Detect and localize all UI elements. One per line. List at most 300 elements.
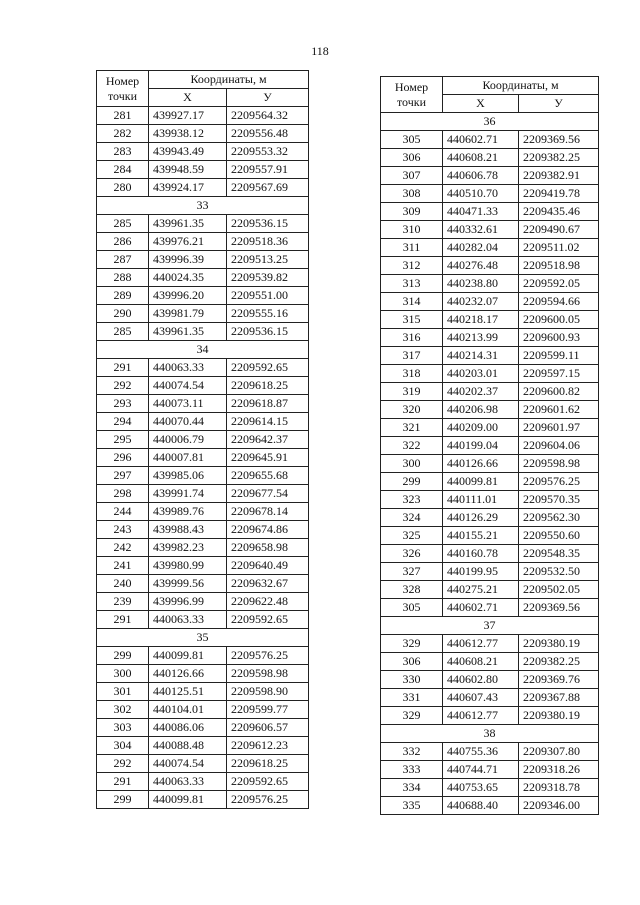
table-row	[381, 437, 599, 455]
x-cell: 439989.76	[149, 503, 227, 521]
table-row	[381, 401, 599, 419]
point-number-cell: 292	[97, 755, 149, 773]
x-cell: 440607.43	[443, 689, 519, 707]
table-row	[381, 635, 599, 653]
y-cell: 2209599.77	[227, 701, 309, 719]
table-row	[381, 329, 599, 347]
x-cell: 440238.80	[443, 275, 519, 293]
y-cell: 2209576.25	[227, 647, 309, 665]
y-cell: 2209597.15	[519, 365, 599, 383]
y-cell: 2209532.50	[519, 563, 599, 581]
point-number-cell: 317	[381, 347, 443, 365]
x-cell: 440214.31	[443, 347, 519, 365]
y-cell: 2209367.88	[519, 689, 599, 707]
y-cell: 2209612.23	[227, 737, 309, 755]
table-row	[97, 125, 309, 143]
table-row	[97, 791, 309, 809]
table-row	[381, 185, 599, 203]
table-row	[381, 293, 599, 311]
point-number-cell: 299	[97, 791, 149, 809]
point-number-cell: 244	[97, 503, 149, 521]
x-cell: 440275.21	[443, 581, 519, 599]
point-number-cell: 299	[381, 473, 443, 491]
y-cell: 2209513.25	[227, 251, 309, 269]
x-cell: 439924.17	[149, 179, 227, 197]
point-number-cell: 308	[381, 185, 443, 203]
x-cell: 439996.20	[149, 287, 227, 305]
table-row	[97, 503, 309, 521]
point-number-cell: 309	[381, 203, 443, 221]
table-row	[97, 449, 309, 467]
y-cell: 2209536.15	[227, 323, 309, 341]
y-cell: 2209642.37	[227, 431, 309, 449]
x-cell: 440126.66	[443, 455, 519, 473]
point-number-cell: 322	[381, 437, 443, 455]
point-number-cell: 319	[381, 383, 443, 401]
y-cell: 2209518.36	[227, 233, 309, 251]
point-number-cell: 305	[381, 131, 443, 149]
table-row	[97, 395, 309, 413]
x-cell: 440753.65	[443, 779, 519, 797]
y-cell: 2209346.00	[519, 797, 599, 815]
y-cell: 2209592.65	[227, 611, 309, 629]
x-cell: 440203.01	[443, 365, 519, 383]
table-row	[97, 413, 309, 431]
y-cell: 2209645.91	[227, 449, 309, 467]
table-row	[381, 131, 599, 149]
page-number: 118	[311, 44, 329, 58]
table-row	[97, 215, 309, 233]
point-number-cell: 313	[381, 275, 443, 293]
point-number-cell: 318	[381, 365, 443, 383]
y-cell: 2209618.25	[227, 755, 309, 773]
point-number-cell: 333	[381, 761, 443, 779]
table-row	[97, 287, 309, 305]
point-number-cell: 292	[97, 377, 149, 395]
x-cell: 440099.81	[149, 791, 227, 809]
x-cell: 440063.33	[149, 611, 227, 629]
x-header: X	[443, 95, 519, 113]
x-cell: 440612.77	[443, 707, 519, 725]
point-number-cell: 300	[381, 455, 443, 473]
x-cell: 439985.06	[149, 467, 227, 485]
x-cell: 440074.54	[149, 377, 227, 395]
x-cell: 440070.44	[149, 413, 227, 431]
point-number-cell: 281	[97, 107, 149, 125]
y-cell: 2209318.26	[519, 761, 599, 779]
group-row	[97, 629, 309, 647]
y-cell: 2209678.14	[227, 503, 309, 521]
y-cell: 2209622.48	[227, 593, 309, 611]
table-row	[381, 779, 599, 797]
point-number-cell: 302	[97, 701, 149, 719]
x-cell: 440199.95	[443, 563, 519, 581]
point-number-cell: 312	[381, 257, 443, 275]
x-cell: 439999.56	[149, 575, 227, 593]
y-cell: 2209562.30	[519, 509, 599, 527]
point-number-cell: 242	[97, 539, 149, 557]
table-row	[381, 473, 599, 491]
table-row	[97, 107, 309, 125]
y-cell: 2209598.90	[227, 683, 309, 701]
y-cell: 2209419.78	[519, 185, 599, 203]
y-cell: 2209567.69	[227, 179, 309, 197]
y-cell: 2209640.49	[227, 557, 309, 575]
group-row	[97, 197, 309, 215]
table-row	[97, 161, 309, 179]
table-row	[381, 743, 599, 761]
point-number-cell: 298	[97, 485, 149, 503]
point-number-cell: 297	[97, 467, 149, 485]
y-cell: 2209551.00	[227, 287, 309, 305]
table-row	[97, 359, 309, 377]
table-row	[97, 233, 309, 251]
x-cell: 439996.39	[149, 251, 227, 269]
table-row	[381, 383, 599, 401]
y-cell: 2209555.16	[227, 305, 309, 323]
x-cell: 440199.04	[443, 437, 519, 455]
x-cell: 440063.33	[149, 773, 227, 791]
group-row	[381, 617, 599, 635]
point-number-cell: 335	[381, 797, 443, 815]
y-cell: 2209658.98	[227, 539, 309, 557]
x-cell: 440213.99	[443, 329, 519, 347]
x-cell: 440602.71	[443, 131, 519, 149]
x-cell: 439938.12	[149, 125, 227, 143]
point-number-cell: 325	[381, 527, 443, 545]
x-cell: 439982.23	[149, 539, 227, 557]
table-row	[381, 761, 599, 779]
y-cell: 2209435.46	[519, 203, 599, 221]
x-cell: 440282.04	[443, 239, 519, 257]
x-cell: 440510.70	[443, 185, 519, 203]
point-number-cell: 289	[97, 287, 149, 305]
y-cell: 2209382.91	[519, 167, 599, 185]
table-row	[381, 797, 599, 815]
x-cell: 439988.43	[149, 521, 227, 539]
x-cell: 439991.74	[149, 485, 227, 503]
y-cell: 2209570.35	[519, 491, 599, 509]
table-row	[381, 545, 599, 563]
x-cell: 440099.81	[149, 647, 227, 665]
x-cell: 439948.59	[149, 161, 227, 179]
x-header: X	[149, 89, 227, 107]
table-row	[97, 719, 309, 737]
x-cell: 440209.00	[443, 419, 519, 437]
point-number-cell: 323	[381, 491, 443, 509]
y-cell: 2209604.06	[519, 437, 599, 455]
y-cell: 2209618.25	[227, 377, 309, 395]
y-cell: 2209614.15	[227, 413, 309, 431]
table-row	[381, 491, 599, 509]
point-number-cell: 284	[97, 161, 149, 179]
point-number-cell: 294	[97, 413, 149, 431]
y-cell: 2209592.05	[519, 275, 599, 293]
x-cell: 439981.79	[149, 305, 227, 323]
x-cell: 440202.37	[443, 383, 519, 401]
table-row	[381, 671, 599, 689]
coordinates-header: Координаты, м	[149, 71, 309, 89]
y-cell: 2209382.25	[519, 653, 599, 671]
table-row	[97, 557, 309, 575]
x-cell: 440744.71	[443, 761, 519, 779]
group-row	[381, 113, 599, 131]
y-cell: 2209601.97	[519, 419, 599, 437]
x-cell: 439980.99	[149, 557, 227, 575]
x-cell: 440602.71	[443, 599, 519, 617]
table-row	[381, 149, 599, 167]
point-number-cell: 291	[97, 611, 149, 629]
y-cell: 2209601.62	[519, 401, 599, 419]
y-cell: 2209598.98	[519, 455, 599, 473]
group-number: 35	[97, 629, 309, 647]
point-number-cell: 303	[97, 719, 149, 737]
y-cell: 2209564.32	[227, 107, 309, 125]
y-cell: 2209618.87	[227, 395, 309, 413]
point-number-cell: 285	[97, 323, 149, 341]
table-row	[381, 419, 599, 437]
x-cell: 440073.11	[149, 395, 227, 413]
y-cell: 2209556.48	[227, 125, 309, 143]
point-number-cell: 328	[381, 581, 443, 599]
table-row	[381, 653, 599, 671]
y-cell: 2209677.54	[227, 485, 309, 503]
table-row	[97, 665, 309, 683]
y-cell: 2209600.82	[519, 383, 599, 401]
point-number-cell: 324	[381, 509, 443, 527]
table-row	[97, 521, 309, 539]
y-cell: 2209380.19	[519, 635, 599, 653]
x-cell: 440126.29	[443, 509, 519, 527]
point-number-cell: 291	[97, 359, 149, 377]
x-cell: 439961.35	[149, 323, 227, 341]
y-cell: 2209632.67	[227, 575, 309, 593]
point-number-cell: 301	[97, 683, 149, 701]
y-cell: 2209557.91	[227, 161, 309, 179]
table-row	[381, 455, 599, 473]
table-row	[381, 257, 599, 275]
x-cell: 440088.48	[149, 737, 227, 755]
point-number-cell: 240	[97, 575, 149, 593]
y-cell: 2209369.56	[519, 131, 599, 149]
y-cell: 2209369.76	[519, 671, 599, 689]
group-row	[381, 725, 599, 743]
point-number-cell: 310	[381, 221, 443, 239]
point-number-header: Номер точки	[97, 71, 149, 107]
point-number-cell: 314	[381, 293, 443, 311]
table-row	[97, 305, 309, 323]
point-number-cell: 288	[97, 269, 149, 287]
table-row	[97, 683, 309, 701]
point-number-cell: 280	[97, 179, 149, 197]
table-row	[381, 563, 599, 581]
table-row	[97, 575, 309, 593]
y-cell: 2209674.86	[227, 521, 309, 539]
coordinates-header: Координаты, м	[443, 77, 599, 95]
group-number: 37	[381, 617, 599, 635]
table-row	[381, 365, 599, 383]
y-cell: 2209576.25	[227, 791, 309, 809]
x-cell: 440111.01	[443, 491, 519, 509]
point-number-cell: 329	[381, 707, 443, 725]
y-cell: 2209550.60	[519, 527, 599, 545]
table-row	[97, 323, 309, 341]
point-number-cell: 330	[381, 671, 443, 689]
table-row	[97, 647, 309, 665]
y-cell: 2209382.25	[519, 149, 599, 167]
y-cell: 2209553.32	[227, 143, 309, 161]
y-cell: 2209598.98	[227, 665, 309, 683]
group-number: 34	[97, 341, 309, 359]
point-number-header: Номер точки	[381, 77, 443, 113]
point-number-cell: 296	[97, 449, 149, 467]
point-number-cell: 329	[381, 635, 443, 653]
x-cell: 440608.21	[443, 653, 519, 671]
group-number: 36	[381, 113, 599, 131]
y-cell: 2209307.80	[519, 743, 599, 761]
point-number-cell: 315	[381, 311, 443, 329]
y-cell: 2209576.25	[519, 473, 599, 491]
table-row	[381, 581, 599, 599]
x-cell: 440602.80	[443, 671, 519, 689]
x-cell: 440125.51	[149, 683, 227, 701]
x-cell: 440606.78	[443, 167, 519, 185]
table-row	[381, 275, 599, 293]
y-header: У	[227, 89, 309, 107]
point-number-cell: 306	[381, 149, 443, 167]
table-row	[97, 251, 309, 269]
x-cell: 440074.54	[149, 755, 227, 773]
table-row	[97, 431, 309, 449]
y-cell: 2209369.56	[519, 599, 599, 617]
table-row	[97, 539, 309, 557]
group-number: 38	[381, 725, 599, 743]
x-cell: 440104.01	[149, 701, 227, 719]
y-cell: 2209592.65	[227, 773, 309, 791]
point-number-cell: 243	[97, 521, 149, 539]
point-number-cell: 306	[381, 653, 443, 671]
point-number-cell: 293	[97, 395, 149, 413]
y-cell: 2209606.57	[227, 719, 309, 737]
x-cell: 440099.81	[443, 473, 519, 491]
table-row	[381, 239, 599, 257]
table-row	[97, 143, 309, 161]
point-number-cell: 334	[381, 779, 443, 797]
table-row	[97, 467, 309, 485]
x-cell: 440155.21	[443, 527, 519, 545]
table-row	[381, 707, 599, 725]
y-cell: 2209600.93	[519, 329, 599, 347]
y-cell: 2209502.05	[519, 581, 599, 599]
point-number-cell: 295	[97, 431, 149, 449]
table-row	[97, 593, 309, 611]
point-number-cell: 305	[381, 599, 443, 617]
y-cell: 2209536.15	[227, 215, 309, 233]
point-number-cell: 321	[381, 419, 443, 437]
point-number-cell: 320	[381, 401, 443, 419]
x-cell: 440608.21	[443, 149, 519, 167]
y-header: У	[519, 95, 599, 113]
point-number-cell: 316	[381, 329, 443, 347]
x-cell: 440688.40	[443, 797, 519, 815]
point-number-cell: 304	[97, 737, 149, 755]
group-row	[97, 341, 309, 359]
x-cell: 439976.21	[149, 233, 227, 251]
point-number-cell: 311	[381, 239, 443, 257]
table-row	[97, 737, 309, 755]
table-row	[97, 269, 309, 287]
point-number-cell: 285	[97, 215, 149, 233]
table-row	[381, 221, 599, 239]
table-body-right	[381, 113, 599, 815]
table-row	[97, 755, 309, 773]
point-number-cell: 327	[381, 563, 443, 581]
table-body-left	[97, 107, 309, 809]
y-cell: 2209511.02	[519, 239, 599, 257]
table-row	[381, 599, 599, 617]
y-cell: 2209594.66	[519, 293, 599, 311]
table-row	[381, 527, 599, 545]
point-number-cell: 239	[97, 593, 149, 611]
x-cell: 440218.17	[443, 311, 519, 329]
point-number-cell: 331	[381, 689, 443, 707]
table-row	[381, 167, 599, 185]
y-cell: 2209539.82	[227, 269, 309, 287]
table-row	[381, 203, 599, 221]
x-cell: 440086.06	[149, 719, 227, 737]
x-cell: 440006.79	[149, 431, 227, 449]
y-cell: 2209490.67	[519, 221, 599, 239]
x-cell: 440755.36	[443, 743, 519, 761]
x-cell: 440612.77	[443, 635, 519, 653]
x-cell: 440024.35	[149, 269, 227, 287]
x-cell: 440276.48	[443, 257, 519, 275]
group-number: 33	[97, 197, 309, 215]
point-number-cell: 290	[97, 305, 149, 323]
x-cell: 440232.07	[443, 293, 519, 311]
y-cell: 2209548.35	[519, 545, 599, 563]
y-cell: 2209600.05	[519, 311, 599, 329]
x-cell: 439927.17	[149, 107, 227, 125]
coordinates-table-right	[380, 76, 599, 815]
table-row	[97, 611, 309, 629]
point-number-cell: 332	[381, 743, 443, 761]
x-cell: 440126.66	[149, 665, 227, 683]
x-cell: 440332.61	[443, 221, 519, 239]
table-row	[97, 701, 309, 719]
table-row	[97, 377, 309, 395]
x-cell: 440063.33	[149, 359, 227, 377]
table-row	[381, 347, 599, 365]
y-cell: 2209592.65	[227, 359, 309, 377]
table-row	[381, 509, 599, 527]
table-row	[97, 179, 309, 197]
x-cell: 439943.49	[149, 143, 227, 161]
y-cell: 2209318.78	[519, 779, 599, 797]
point-number-cell: 291	[97, 773, 149, 791]
x-cell: 440007.81	[149, 449, 227, 467]
table-row	[381, 311, 599, 329]
point-number-cell: 326	[381, 545, 443, 563]
table-row	[381, 689, 599, 707]
point-number-cell: 283	[97, 143, 149, 161]
point-number-cell: 307	[381, 167, 443, 185]
table-row	[97, 485, 309, 503]
point-number-cell: 241	[97, 557, 149, 575]
x-cell: 439961.35	[149, 215, 227, 233]
y-cell: 2209518.98	[519, 257, 599, 275]
table-row	[97, 773, 309, 791]
